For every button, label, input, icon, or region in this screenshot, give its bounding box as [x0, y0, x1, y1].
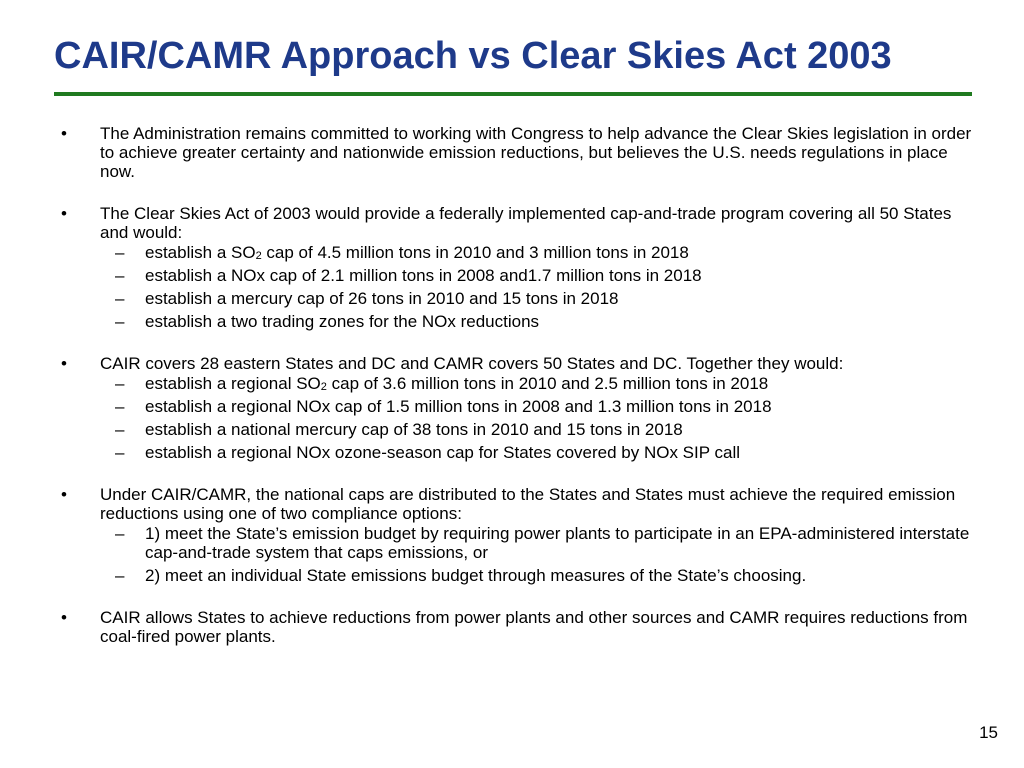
bullet-item — [0, 354, 1024, 462]
sub-bullet-item — [100, 443, 984, 462]
sub-bullet-item — [100, 566, 984, 585]
sub-bullet-text: 2) meet an individual State emissions budget through measures of the State’s choosing. — [145, 566, 807, 585]
sub-bullet-text: establish a NOx cap of 2.1 million tons in 2008 and1.7 million tons in 2018 — [145, 266, 702, 285]
bullet-item — [0, 485, 1024, 585]
bullet-marker: • — [61, 608, 67, 627]
sub-bullet-item — [100, 374, 984, 393]
sub-bullet-item — [100, 266, 984, 285]
slide-title: CAIR/CAMR Approach vs Clear Skies Act 2003 — [54, 35, 892, 77]
sub-bullet-list — [100, 374, 984, 462]
sub-bullet-marker: – — [115, 289, 125, 308]
sub-bullet-text: establish a $SO_2$ cap of 4.5 million tons in 2010 and 3 million tons in 2018 — [145, 243, 689, 262]
sub-bullet-text: establish a regional NOx cap of 1.5 million tons in 2008 and 1.3 million tons in 2018 — [145, 397, 772, 416]
subscript: 2 — [320, 381, 327, 393]
bullet-text: Under CAIR/CAMR, the national caps are distributed to the States and States must achieve the required emission reductions using one of two compliance options: — [100, 485, 956, 523]
page-number: 15 — [979, 723, 998, 742]
sub-bullet-text: establish a regional $SO_2$ cap of 3.6 million tons in 2010 and 2.5 million tons in 2018 — [145, 374, 769, 393]
bullet-marker: • — [61, 124, 67, 143]
sub-bullet-list — [100, 243, 984, 331]
sub-bullet-item — [100, 243, 984, 262]
sub-bullet-marker: – — [115, 443, 125, 462]
bullet-item — [0, 124, 1024, 181]
bullet-text: CAIR covers 28 eastern States and DC and CAMR covers 50 States and DC. Together they would: — [100, 354, 844, 373]
sub-bullet-marker: – — [115, 524, 125, 543]
sub-bullet-marker: – — [115, 312, 125, 331]
sub-bullet-marker: – — [115, 266, 125, 285]
subscript: 2 — [255, 250, 262, 262]
bullet-list — [0, 124, 1024, 669]
bullet-marker: • — [61, 485, 67, 504]
sub-bullet-item — [100, 289, 984, 308]
sub-bullet-marker: – — [115, 243, 125, 262]
sub-bullet-marker: – — [115, 374, 125, 393]
sub-bullet-item — [100, 524, 984, 562]
bullet-text: The Clear Skies Act of 2003 would provide a federally implemented cap-and-trade program covering all 50 States and would: — [100, 204, 952, 242]
bullet-text: The Administration remains committed to working with Congress to help advance the Clear Skies legislation in order to achieve greater certainty and nationwide emission reductions, but believes the U.S. needs regulations in place now. — [100, 124, 972, 181]
bullet-marker: • — [61, 354, 67, 373]
sub-bullet-text: establish a mercury cap of 26 tons in 2010 and 15 tons in 2018 — [145, 289, 619, 308]
sub-bullet-text: establish a two trading zones for the NOx reductions — [145, 312, 540, 331]
sub-bullet-item — [100, 312, 984, 331]
bullet-marker: • — [61, 204, 67, 223]
sub-bullet-text: 1) meet the State’s emission budget by requiring power plants to participate in an EPA-administered interstate cap-and-trade system that caps emissions, or — [145, 524, 970, 562]
sub-bullet-list — [100, 524, 984, 585]
sub-bullet-item — [100, 397, 984, 416]
bullet-text: CAIR allows States to achieve reductions from power plants and other sources and CAMR requires reductions from coal-fired power plants. — [100, 608, 968, 646]
sub-bullet-marker: – — [115, 397, 125, 416]
sub-bullet-text: establish a national mercury cap of 38 tons in 2010 and 15 tons in 2018 — [145, 420, 683, 439]
sub-bullet-item — [100, 420, 984, 439]
sub-bullet-marker: – — [115, 420, 125, 439]
sub-bullet-marker: – — [115, 566, 125, 585]
bullet-item — [0, 204, 1024, 331]
bullet-item — [0, 608, 1024, 646]
sub-bullet-text: establish a regional NOx ozone-season cap for States covered by NOx SIP call — [145, 443, 740, 462]
title-underline — [54, 92, 972, 96]
